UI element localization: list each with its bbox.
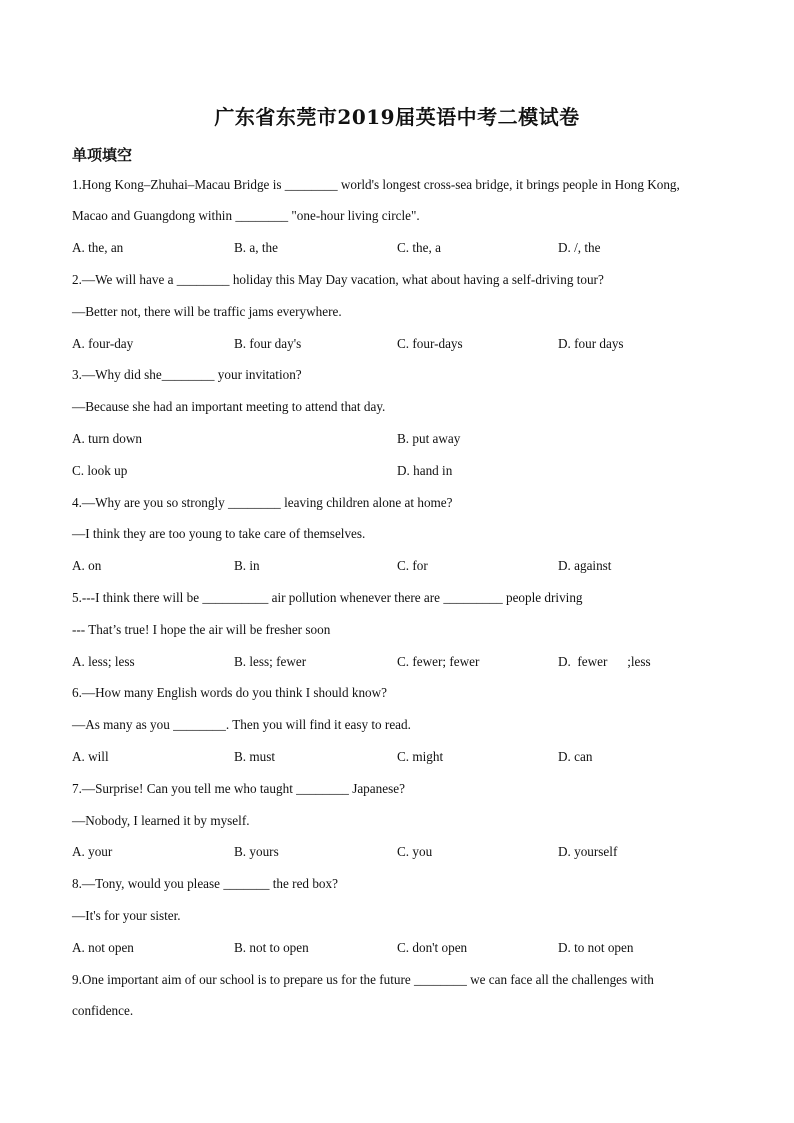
question-6-stem-line-1: 6.—How many English words do you think I should know? [72,685,388,700]
section-heading: 单项填空 [72,146,133,164]
question-7-option-d: D. yourself [558,844,618,859]
question-4-option-b: B. in [234,558,260,573]
question-9-stem-line-2: confidence. [72,1003,134,1018]
question-8-stem-line-1: 8.—Tony, would you please _______ the red box? [72,876,338,891]
question-5-stem-line-1: 5.---I think there will be __________ air pollution whenever there are _________ people driving [72,590,583,605]
question-8-option-a: A. not open [72,940,134,955]
question-2-option-d: D. four days [558,336,624,351]
question-3-stem-line-1: 3.—Why did she________ your invitation? [72,367,302,382]
question-3-stem-line-2: —Because she had an important meeting to attend that day. [72,399,386,414]
question-3-option-b: B. put away [397,431,461,446]
question-1-option-d: D. /, the [558,240,601,255]
question-1-stem-line-2: Macao and Guangdong within ________ "one-hour living circle". [72,208,420,223]
question-6-option-b: B. must [234,749,276,764]
question-6-option-d: D. can [558,749,593,764]
question-2-stem-line-1: 2.—We will have a ________ holiday this May Day vacation, what about having a self-driving tour? [72,272,604,287]
page-title: 广东省东莞市2019届英语中考二模试卷 [214,105,580,129]
question-5-stem-line-2: --- That’s true! I hope the air will be fresher soon [72,622,331,637]
question-7-option-a: A. your [72,844,113,859]
question-9-stem-line-1: 9.One important aim of our school is to prepare us for the future ________ we can face all the challenges with [72,972,654,987]
question-2-option-a: A. four-day [72,336,134,351]
question-3-option-a: A. turn down [72,431,142,446]
question-4-option-a: A. on [72,558,102,573]
question-7-option-c: C. you [397,844,433,859]
question-8-option-c: C. don't open [397,940,468,955]
question-2-stem-line-2: —Better not, there will be traffic jams everywhere. [72,304,342,319]
question-1-option-a: A. the, an [72,240,124,255]
question-5-option-b: B. less; fewer [234,654,307,669]
question-8-option-d: D. to not open [558,940,634,955]
question-2-option-c: C. four-days [397,336,463,351]
question-5-option-d: D. fewer ;less [558,654,651,669]
question-7-option-b: B. yours [234,844,279,859]
question-8-stem-line-2: —It's for your sister. [72,908,181,923]
question-8-option-b: B. not to open [234,940,309,955]
question-6-stem-line-2: —As many as you ________. Then you will find it easy to read. [72,717,411,732]
question-1-stem-line-1: 1.Hong Kong–Zhuhai–Macau Bridge is ________ world's longest cross-sea bridge, it brings people in Hong Kong, [72,177,680,192]
question-5-option-a: A. less; less [72,654,135,669]
question-4-stem-line-2: —I think they are too young to take care of themselves. [72,526,366,541]
question-7-stem-line-1: 7.—Surprise! Can you tell me who taught ________ Japanese? [72,781,405,796]
question-3-option-c: C. look up [72,463,128,478]
question-2-option-b: B. four day's [234,336,302,351]
question-7-stem-line-2: —Nobody, I learned it by myself. [72,813,250,828]
question-1-option-c: C. the, a [397,240,441,255]
question-4-option-d: D. against [558,558,612,573]
question-6-option-a: A. will [72,749,109,764]
question-4-option-c: C. for [397,558,428,573]
question-1-option-b: B. a, the [234,240,278,255]
question-4-stem-line-1: 4.—Why are you so strongly ________ leaving children alone at home? [72,495,453,510]
question-6-option-c: C. might [397,749,444,764]
question-3-option-d: D. hand in [397,463,453,478]
question-5-option-c: C. fewer; fewer [397,654,480,669]
